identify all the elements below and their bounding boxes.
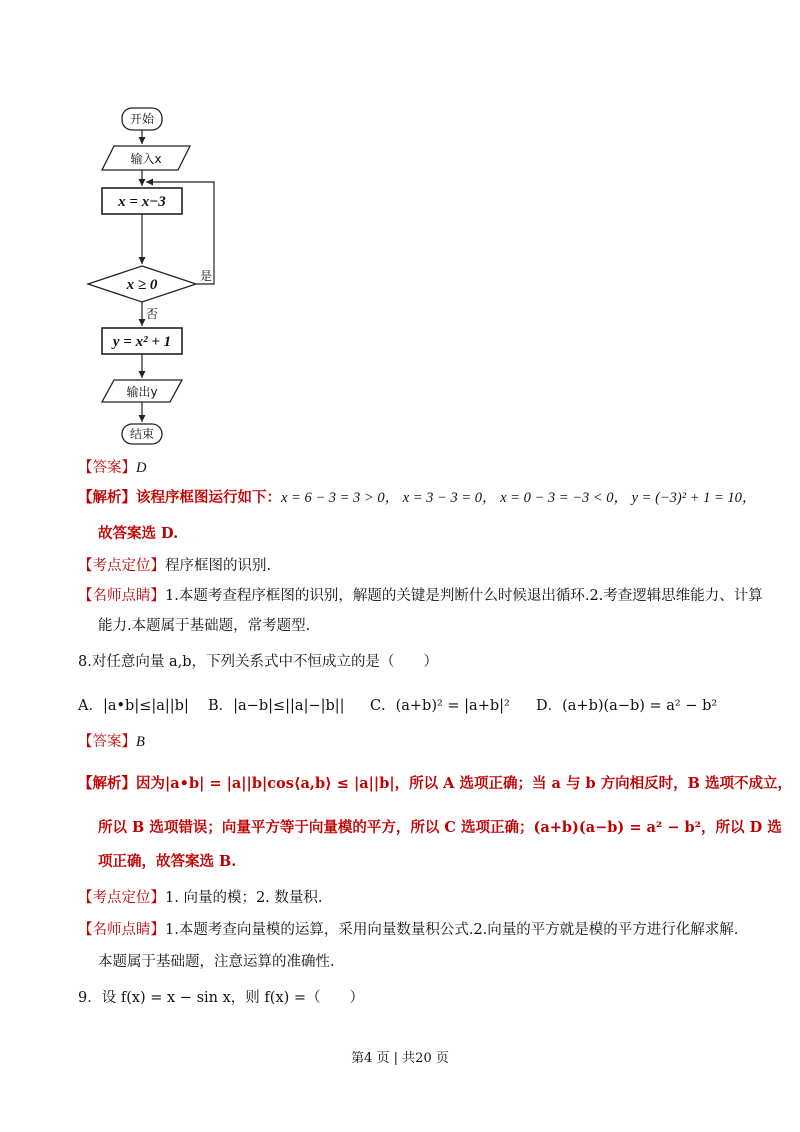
q7-analysis-text: 该程序框图运行如下：: [136, 489, 281, 506]
q7-analysis-cont: 故答案选 D.: [98, 525, 179, 542]
q8-option-b: B．|a−b|≤||a|−|b||: [208, 698, 345, 714]
q8-answer-line: [78, 732, 145, 752]
page-footer: 第4 页 | 共20 页: [351, 1051, 449, 1066]
q7-mingshi-1: 1.本题考查程序框图的识别，解题的关键是判断什么时候退出循环.2.考查逻辑思维能力、计算: [165, 588, 763, 604]
answer-tag: 【答案】: [78, 734, 136, 750]
analysis-tag: 【解析】: [78, 489, 136, 506]
q8-analysis-1: 因为|a•b| = |a||b|cos⟨a,b⟩ ≤ |a||b|，所以 A 选项正确；当 a 与 b 方向相反时，B 选项不成立，: [136, 775, 792, 792]
flowchart-start-label: 开始: [129, 112, 155, 126]
q8-mingshi-2: 本题属于基础题，注意运算的准确性.: [98, 954, 335, 970]
kaodian-tag: 【考点定位】: [78, 890, 165, 906]
q7-answer: D: [136, 460, 147, 476]
q7-analysis-math: x = 6 − 3 = 3 > 0， x = 3 − 3 = 0， x = 0 − 3 = −3 < 0， y = (−3)² + 1 = 10，: [281, 490, 757, 506]
q7-kaodian: 程序框图的识别.: [165, 558, 272, 574]
flowchart-yes-label: 是: [200, 269, 213, 283]
mingshi-tag: 【名师点睛】: [78, 922, 165, 938]
q7-answer-line: [78, 458, 146, 478]
q8-option-a: A．|a•b|≤|a||b|: [78, 698, 189, 714]
q7-mingshi-line: [78, 586, 763, 606]
q8-analysis-2: 所以 B 选项错误；向量平方等于向量模的平方，所以 C 选项正确；(a+b)(a−b) = a² − b²，所以 D 选: [98, 819, 782, 836]
q9-stem: 9．设 f(x) = x − sin x，则 f(x) =（ ）: [78, 990, 365, 1006]
flowchart-compute-label: y = x² + 1: [112, 334, 172, 350]
q7-mingshi-2: 能力.本题属于基础题，常考题型.: [98, 618, 311, 634]
q8-mingshi-line: [78, 920, 738, 940]
kaodian-tag: 【考点定位】: [78, 558, 165, 574]
q8-kaodian-line: [78, 888, 323, 908]
flowchart-input-label: 输入x: [130, 152, 162, 166]
q8-kaodian: 1. 向量的模；2. 数量积.: [165, 890, 323, 906]
mingshi-tag: 【名师点睛】: [78, 588, 165, 604]
q8-analysis-3: 项正确，故答案选 B.: [98, 853, 237, 870]
flowchart-end-label: 结束: [129, 427, 155, 441]
q8-option-c: C．(a+b)² = |a+b|²: [370, 698, 510, 714]
analysis-tag: 【解析】: [78, 775, 136, 792]
flowchart-no-label: 否: [146, 307, 159, 321]
flowchart-output-label: 输出y: [126, 385, 158, 399]
q8-answer: B: [136, 734, 145, 750]
flowchart-step-label: x = x−3: [118, 194, 166, 210]
flowchart: [70, 100, 270, 450]
q7-analysis-line: [78, 488, 756, 508]
q8-analysis-line: [78, 774, 792, 794]
q8-stem: 8.对任意向量 a,b，下列关系式中不恒成立的是（ ）: [78, 654, 438, 670]
q8-mingshi-1: 1.本题考查向量模的运算，采用向量数量积公式.2.向量的平方就是模的平方进行化解求解.: [165, 922, 739, 938]
q8-option-d: D．(a+b)(a−b) = a² − b²: [536, 698, 718, 714]
answer-tag: 【答案】: [78, 460, 136, 476]
flowchart-condition-label: x ≥ 0: [126, 277, 158, 293]
q7-kaodian-line: [78, 556, 271, 576]
